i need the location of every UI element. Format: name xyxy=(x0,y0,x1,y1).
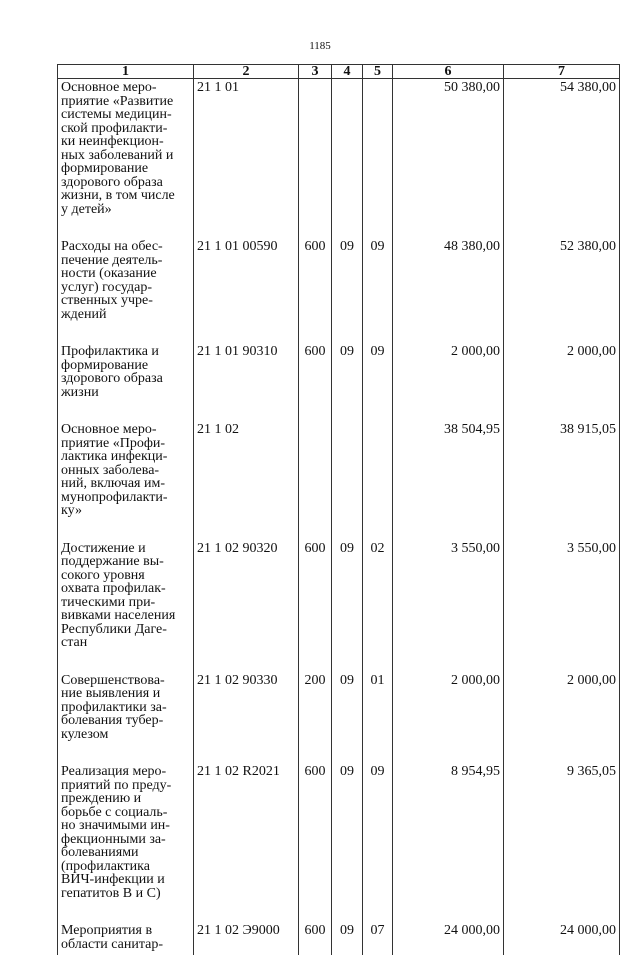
row-name xyxy=(58,421,194,540)
row-code: 21 1 02 90330 xyxy=(194,672,299,764)
column-header-2: 2 xyxy=(194,65,299,79)
row-expense-type xyxy=(299,79,332,239)
row-name-line: Достижение и xyxy=(61,542,190,556)
row-name-line: борьбе с социаль- xyxy=(61,806,190,820)
row-code: 21 1 01 00590 xyxy=(194,238,299,343)
row-amount-col6: 24 000,00 xyxy=(393,922,504,955)
row-name-line: Реализация меро- xyxy=(61,765,190,779)
row-name-line: приятий по преду- xyxy=(61,779,190,793)
row-name-line: тическими при- xyxy=(61,596,190,610)
row-name-line: ственных учре- xyxy=(61,294,190,308)
row-name-line: ки неинфекцион- xyxy=(61,135,190,149)
row-code: 21 1 02 R2021 xyxy=(194,763,299,922)
row-name-line: системы медицин- xyxy=(61,108,190,122)
row-name-line: сокого уровня xyxy=(61,569,190,583)
row-name-line: поддержание вы- xyxy=(61,555,190,569)
row-subsection: 01 xyxy=(363,672,393,764)
header-row xyxy=(58,65,620,79)
row-name-line: Основное меро- xyxy=(61,423,190,437)
row-name-line: гепатитов B и C) xyxy=(61,887,190,901)
row-code: 21 1 02 Э9000 xyxy=(194,922,299,955)
row-subsection: 07 xyxy=(363,922,393,955)
row-name-line: здорового образа xyxy=(61,176,190,190)
row-section: 09 xyxy=(332,763,363,922)
table-row xyxy=(58,763,620,922)
row-name-line: кулезом xyxy=(61,728,190,742)
row-amount-col6: 38 504,95 xyxy=(393,421,504,540)
row-name-line: у детей» xyxy=(61,203,190,217)
row-name-line: Республики Даге- xyxy=(61,623,190,637)
row-name-line: приятие «Развитие xyxy=(61,95,190,109)
row-amount-col6: 3 550,00 xyxy=(393,540,504,672)
row-code: 21 1 01 90310 xyxy=(194,343,299,421)
row-subsection: 02 xyxy=(363,540,393,672)
row-amount-col7: 2 000,00 xyxy=(504,672,620,764)
row-name-line: (профилактика xyxy=(61,860,190,874)
column-header-3: 3 xyxy=(299,65,332,79)
row-amount-col6: 48 380,00 xyxy=(393,238,504,343)
row-amount-col7: 54 380,00 xyxy=(504,79,620,239)
row-name-line: Профилактика и xyxy=(61,345,190,359)
row-name-line: Совершенствова- xyxy=(61,674,190,688)
row-amount-col6: 8 954,95 xyxy=(393,763,504,922)
row-name-line: ных заболеваний и xyxy=(61,149,190,163)
row-subsection xyxy=(363,421,393,540)
row-name-line: ВИЧ-инфекции и xyxy=(61,873,190,887)
row-amount-col7: 2 000,00 xyxy=(504,343,620,421)
row-expense-type: 600 xyxy=(299,343,332,421)
row-name xyxy=(58,540,194,672)
row-name-line: охвата профилак- xyxy=(61,582,190,596)
column-header-7: 7 xyxy=(504,65,620,79)
table-body xyxy=(58,79,620,955)
row-expense-type: 200 xyxy=(299,672,332,764)
row-name xyxy=(58,238,194,343)
row-amount-col7: 38 915,05 xyxy=(504,421,620,540)
row-expense-type: 600 xyxy=(299,763,332,922)
row-name xyxy=(58,343,194,421)
row-name-line: приятие «Профи- xyxy=(61,437,190,451)
row-amount-col7: 24 000,00 xyxy=(504,922,620,955)
row-name-line: ждений xyxy=(61,308,190,322)
row-section: 09 xyxy=(332,343,363,421)
row-name-line: но значимыми ин- xyxy=(61,819,190,833)
budget-table xyxy=(57,64,620,955)
row-name xyxy=(58,672,194,764)
row-name-line: жизни xyxy=(61,386,190,400)
row-section: 09 xyxy=(332,540,363,672)
row-subsection: 09 xyxy=(363,238,393,343)
row-subsection: 09 xyxy=(363,343,393,421)
row-expense-type: 600 xyxy=(299,238,332,343)
row-name-line: Расходы на обес- xyxy=(61,240,190,254)
column-header-5: 5 xyxy=(363,65,393,79)
table-row xyxy=(58,421,620,540)
row-amount-col7: 52 380,00 xyxy=(504,238,620,343)
table-row xyxy=(58,79,620,239)
row-expense-type xyxy=(299,421,332,540)
row-code: 21 1 01 xyxy=(194,79,299,239)
page-number: 1185 xyxy=(0,40,640,52)
row-name-line: профилактики за- xyxy=(61,701,190,715)
row-name-line: стан xyxy=(61,636,190,650)
row-code: 21 1 02 xyxy=(194,421,299,540)
row-code: 21 1 02 90320 xyxy=(194,540,299,672)
column-header-1: 1 xyxy=(58,65,194,79)
column-header-6: 6 xyxy=(393,65,504,79)
row-amount-col7: 9 365,05 xyxy=(504,763,620,922)
row-section: 09 xyxy=(332,922,363,955)
row-name-line: формирование xyxy=(61,162,190,176)
row-name-line: ку» xyxy=(61,504,190,518)
row-expense-type: 600 xyxy=(299,922,332,955)
row-name xyxy=(58,79,194,239)
row-name-line: области санитар- xyxy=(61,938,190,952)
row-name-line: ние выявления и xyxy=(61,687,190,701)
row-subsection xyxy=(363,79,393,239)
row-section: 09 xyxy=(332,672,363,764)
row-name-line: ской профилакти- xyxy=(61,122,190,136)
table-row xyxy=(58,343,620,421)
row-name xyxy=(58,763,194,922)
row-name xyxy=(58,922,194,955)
row-name-line: лактика инфекци- xyxy=(61,450,190,464)
row-name-line: ности (оказание xyxy=(61,267,190,281)
row-name-line: ний, включая им- xyxy=(61,477,190,491)
row-amount-col6: 2 000,00 xyxy=(393,672,504,764)
table-row xyxy=(58,672,620,764)
row-section: 09 xyxy=(332,238,363,343)
row-name-line: печение деятель- xyxy=(61,254,190,268)
row-name-line: формирование xyxy=(61,359,190,373)
row-name-line: Мероприятия в xyxy=(61,924,190,938)
row-amount-col6: 2 000,00 xyxy=(393,343,504,421)
row-name-line: здорового образа xyxy=(61,372,190,386)
row-name-line: преждению и xyxy=(61,792,190,806)
row-section xyxy=(332,421,363,540)
row-expense-type: 600 xyxy=(299,540,332,672)
row-section xyxy=(332,79,363,239)
column-header-4: 4 xyxy=(332,65,363,79)
row-name-line: жизни, в том числе xyxy=(61,189,190,203)
row-name-line: болевания тубер- xyxy=(61,714,190,728)
row-amount-col7: 3 550,00 xyxy=(504,540,620,672)
row-name-line: болеваниями xyxy=(61,846,190,860)
table-row xyxy=(58,238,620,343)
row-subsection: 09 xyxy=(363,763,393,922)
row-name-line: услуг) государ- xyxy=(61,281,190,295)
row-name-line: фекционными за- xyxy=(61,833,190,847)
row-name-line: Основное меро- xyxy=(61,81,190,95)
row-name-line: вивками населения xyxy=(61,609,190,623)
row-amount-col6: 50 380,00 xyxy=(393,79,504,239)
table-row xyxy=(58,922,620,955)
row-name-line: онных заболева- xyxy=(61,464,190,478)
table-row xyxy=(58,540,620,672)
row-name-line: мунопрофилакти- xyxy=(61,491,190,505)
